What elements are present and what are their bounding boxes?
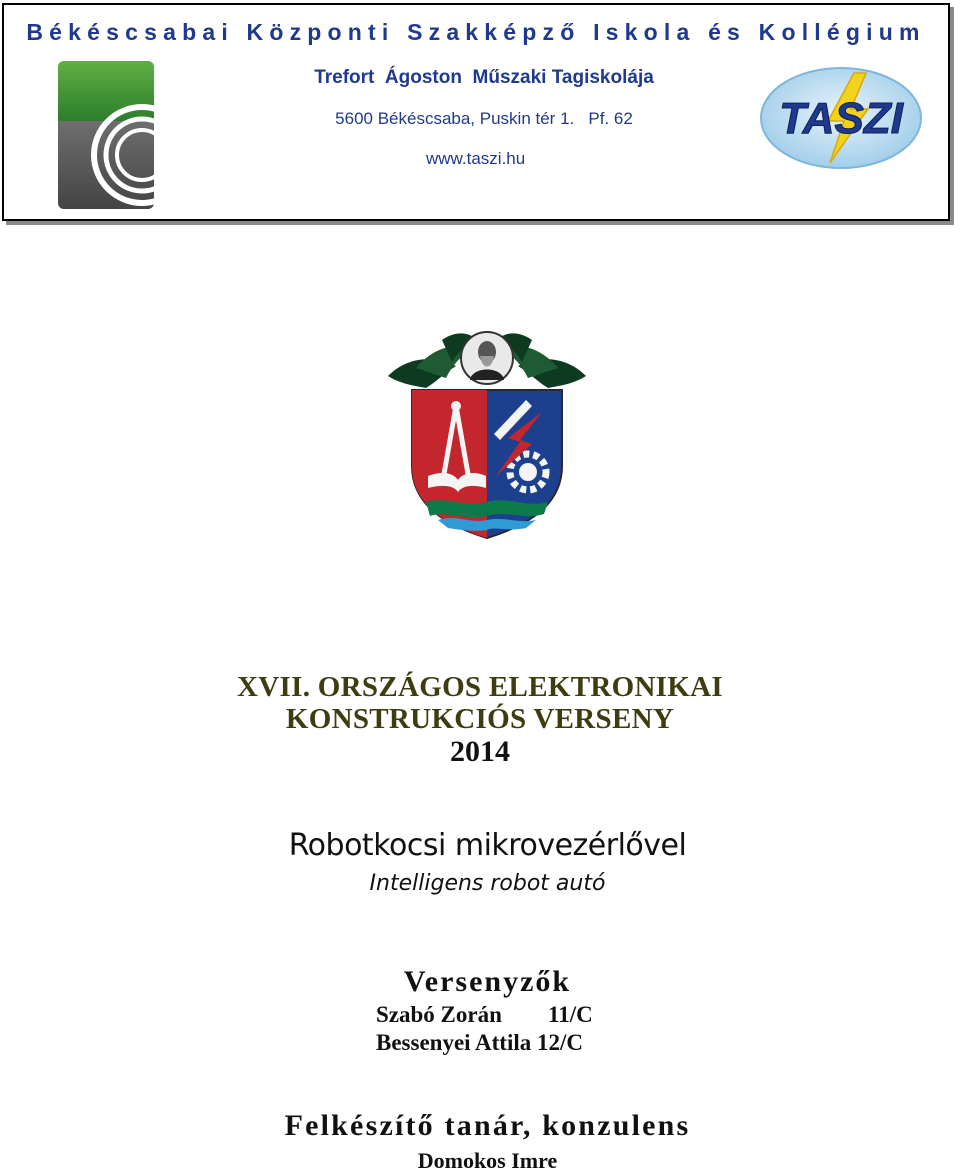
- teacher-name: Domokos Imre: [417, 1148, 558, 1173]
- competitor-class: 11/C: [548, 1002, 593, 1027]
- competitor-name: Bessenyei Attila: [376, 1030, 532, 1055]
- school-website-link[interactable]: www.taszi.hu: [426, 149, 526, 168]
- competition-year: 2014: [450, 735, 510, 768]
- svg-text:TASZI: TASZI: [779, 94, 903, 143]
- project-title: Robotkocsi mikrovezérlővel: [288, 828, 687, 863]
- school-crest-icon: [386, 326, 588, 542]
- competition-title-line-2: KONSTRUKCIÓS VERSENY: [285, 703, 675, 735]
- taszi-logo-icon: [758, 63, 924, 173]
- school-logo-icon: [56, 59, 156, 211]
- project-subtitle: Intelligens robot autó: [369, 871, 606, 896]
- teacher-heading: Felkészítő tanár, konzulens: [284, 1109, 691, 1142]
- competitor-class: 12/C: [537, 1030, 583, 1055]
- competitors-heading: Versenyzők: [403, 965, 572, 998]
- sub-school-name: Trefort Ágoston Műszaki Tagiskolája: [314, 67, 654, 88]
- letterhead-box: [2, 3, 950, 221]
- competitor-entry: [376, 1030, 583, 1056]
- competitor-entry: [376, 1002, 593, 1028]
- competitor-name: Szabó Zorán: [376, 1002, 502, 1027]
- school-name: Békéscsabai Központi Szakképző Iskola és Kollégium: [26, 19, 926, 45]
- competition-title-line-1: XVII. ORSZÁGOS ELEKTRONIKAI: [237, 671, 723, 703]
- school-address: 5600 Békéscsaba, Puskin tér 1. Pf. 62: [335, 109, 633, 128]
